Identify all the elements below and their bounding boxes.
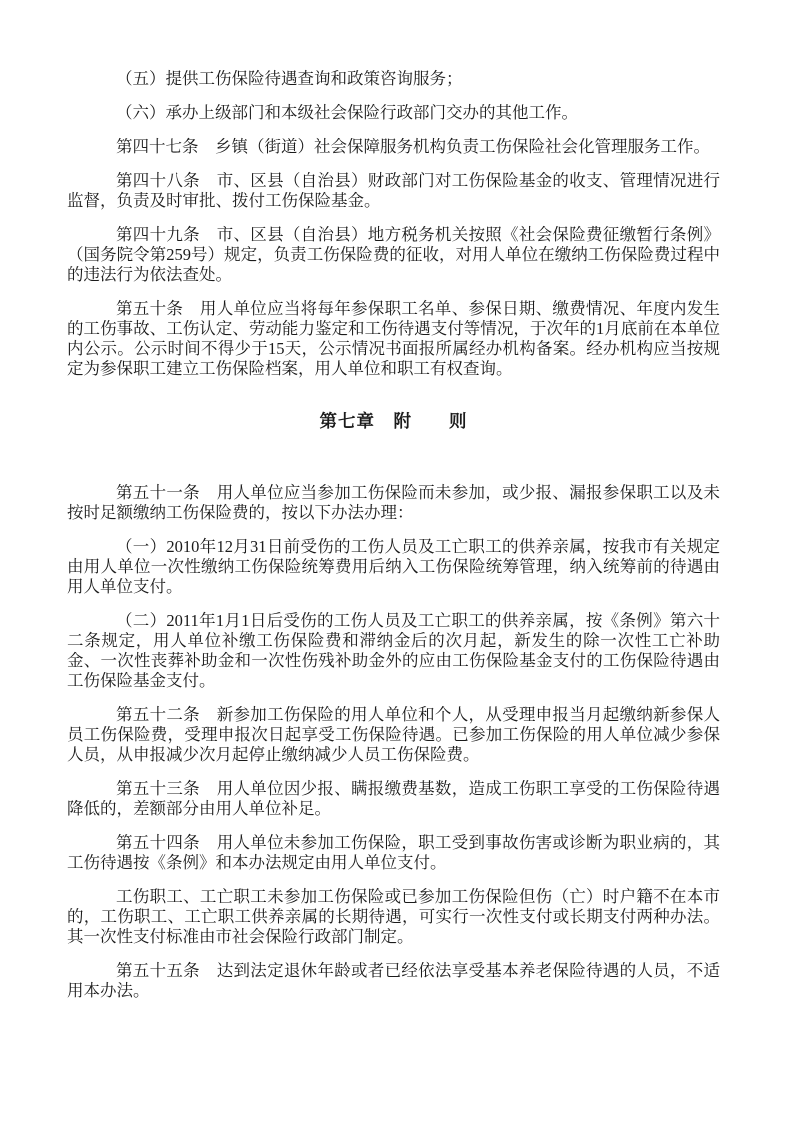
paragraph-item-2: （二）2011年1月1日后受伤的工伤人员及工亡职工的供养亲属，按《条例》第六十二条规定，用人单位补缴工伤保险费和滞纳金后的次月起，新发生的除一次性工亡补助金、一次性丧葬补助金和一次性伤残补助金外的应由工伤保险基金支付的工伤保险待遇由工伤保险基金支付。: [67, 611, 720, 690]
paragraph-item-6: （六）承办上级部门和本级社会保险行政部门交办的其他工作。: [116, 103, 578, 122]
paragraph-article-50: 第五十条 用人单位应当将每年参保职工名单、参保日期、缴费情况、年度内发生的工伤事故、工伤认定、劳动能力鉴定和工伤待遇支付等情况，于次年的1月底前在本单位内公示。公示时间不得少于15天，公示情况书面报所属经办机构备案。经办机构应当按规定为参保职工建立工伤保险档案，用人单位和职工有权查询。: [67, 299, 720, 378]
paragraph-article-47: 第四十七条 乡镇（街道）社会保障服务机构负责工伤保险社会化管理服务工作。: [116, 137, 710, 156]
paragraph-article-48: 第四十八条 市、区县（自治县）财政部门对工伤保险基金的收支、管理情况进行监督，负责及时审批、拨付工伤保险基金。: [67, 171, 720, 210]
paragraph-item-1: （一）2010年12月31日前受伤的工伤人员及工亡职工的供养亲属，按我市有关规定由用人单位一次性缴纳工伤保险统筹费用后纳入工伤保险统筹管理，纳入统筹前的待遇由用人单位支付。: [67, 537, 720, 596]
paragraph-article-55: 第五十五条 达到法定退休年龄或者已经依法享受基本养老保险待遇的人员，不适用本办法。: [67, 961, 720, 1000]
paragraph-article-49: 第四十九条 市、区县（自治县）地方税务机关按照《社会保险费征缴暂行条例》（国务院令第259号）规定，负责工伤保险费的征收，对用人单位在缴纳工伤保险费过程中的违法行为依法查处。: [67, 225, 720, 284]
paragraph-article-51: 第五十一条 用人单位应当参加工伤保险而未参加，或少报、漏报参保职工以及未按时足额缴纳工伤保险费的，按以下办法办理：: [67, 483, 720, 522]
document-body: [67, 69, 720, 1001]
chapter-heading: 第七章 附 则: [319, 411, 468, 431]
paragraph-article-54-continued: 工伤职工、工亡职工未参加工伤保险或已参加工伤保险但伤（亡）时户籍不在本市的，工伤职工、工亡职工供养亲属的长期待遇，可实行一次性支付或长期支付两种办法。其一次性支付标准由市社会保险行政部门制定。: [67, 887, 720, 946]
paragraph-article-52: 第五十二条 新参加工伤保险的用人单位和个人，从受理申报当月起缴纳新参保人员工伤保险费，受理申报次日起享受工伤保险待遇。已参加工伤保险的用人单位减少参保人员，从申报减少次月起停止缴纳减少人员工伤保险费。: [67, 705, 720, 764]
paragraph-item-5: （五）提供工伤保险待遇查询和政策咨询服务；: [116, 69, 463, 88]
paragraph-article-54: 第五十四条 用人单位未参加工伤保险，职工受到事故伤害或诊断为职业病的，其工伤待遇按《条例》和本办法规定由用人单位支付。: [67, 833, 720, 872]
paragraph-article-53: 第五十三条 用人单位因少报、瞒报缴费基数，造成工伤职工享受的工伤保险待遇降低的，差额部分由用人单位补足。: [67, 779, 720, 818]
